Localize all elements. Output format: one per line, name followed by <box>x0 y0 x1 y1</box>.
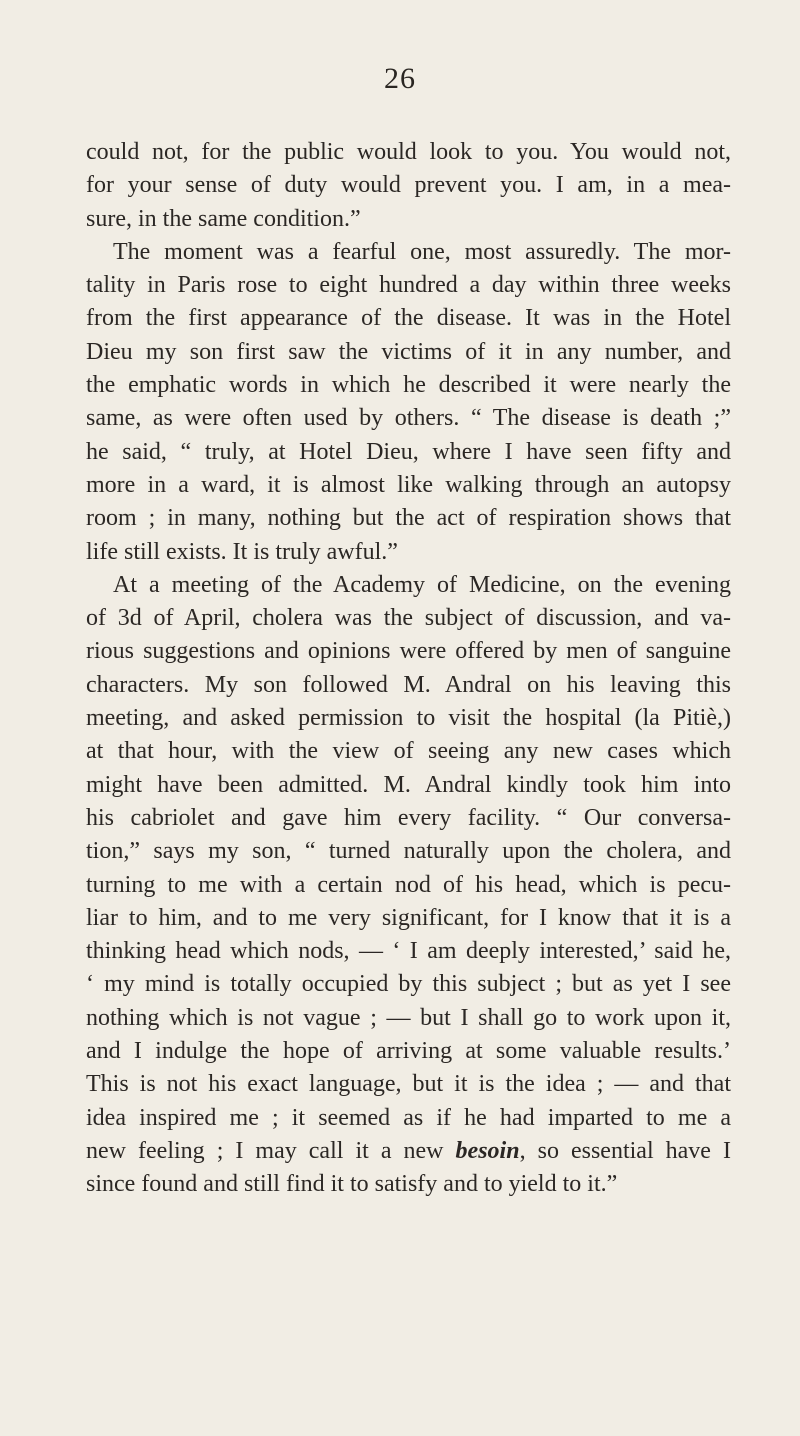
text-line: might have been admitted. M. Andral kindly took him into <box>86 771 731 798</box>
italic-word: besoin <box>455 1137 520 1164</box>
text-line: the emphatic words in which he described it were nearly the <box>86 372 731 399</box>
text-line: Dieu my son first saw the victims of it in any number, and <box>86 338 731 365</box>
text-line: The moment was a fearful one, most assuredly. The mor- <box>113 238 731 265</box>
text-line: new feeling ; I may call it a new besoin, so essential have I <box>86 1137 731 1164</box>
text-line: nothing which is not vague ; — but I shall go to work upon it, <box>86 1004 731 1031</box>
text-line: rious suggestions and opinions were offered by men of sanguine <box>86 638 731 665</box>
text-line: room ; in many, nothing but the act of respiration shows that <box>86 505 731 532</box>
text-line: liar to him, and to me very significant, for I know that it is a <box>86 904 731 931</box>
text-line: sure, in the same condition.” <box>86 205 361 232</box>
text-line: and I indulge the hope of arriving at some valuable results.’ <box>86 1038 731 1065</box>
text-line: his cabriolet and gave him every facility. “ Our conversa- <box>86 804 731 831</box>
text-line: turning to me with a certain nod of his head, which is pecu- <box>86 871 731 898</box>
text-line: he said, “ truly, at Hotel Dieu, where I have seen fifty and <box>86 438 731 465</box>
text-line: from the first appearance of the disease. It was in the Hotel <box>86 305 731 332</box>
text-line: for your sense of duty would prevent you. I am, in a mea- <box>86 172 731 199</box>
text-line: life still exists. It is truly awful.” <box>86 538 398 565</box>
text-line: tality in Paris rose to eight hundred a day within three weeks <box>86 272 731 299</box>
text-line: ‘ my mind is totally occupied by this subject ; but as yet I see <box>86 971 731 998</box>
page-number: 26 <box>384 62 416 95</box>
text-line: since found and still find it to satisfy and to yield to it.” <box>86 1171 618 1198</box>
text-line: could not, for the public would look to you. You would not, <box>86 139 731 165</box>
body-text <box>86 136 731 1202</box>
text-line: of 3d of April, cholera was the subject of discussion, and va- <box>86 605 731 632</box>
text-line: thinking head which nods, — ‘ I am deeply interested,’ said he, <box>86 938 731 965</box>
text-line: idea inspired me ; it seemed as if he had imparted to me a <box>86 1104 731 1131</box>
text-line: This is not his exact language, but it is the idea ; — and that <box>86 1071 731 1098</box>
text-line: at that hour, with the view of seeing any new cases which <box>86 738 731 765</box>
text-line: more in a ward, it is almost like walking through an autopsy <box>86 471 731 498</box>
text-line: At a meeting of the Academy of Medicine, on the evening <box>113 571 731 598</box>
text-line: characters. My son followed M. Andral on his leaving this <box>86 671 731 698</box>
text-line: tion,” says my son, “ turned naturally upon the cholera, and <box>86 838 731 865</box>
text-line: same, as were often used by others. “ The disease is death ;” <box>86 405 731 432</box>
text-line: meeting, and asked permission to visit the hospital (la Pitiè,) <box>86 705 731 732</box>
